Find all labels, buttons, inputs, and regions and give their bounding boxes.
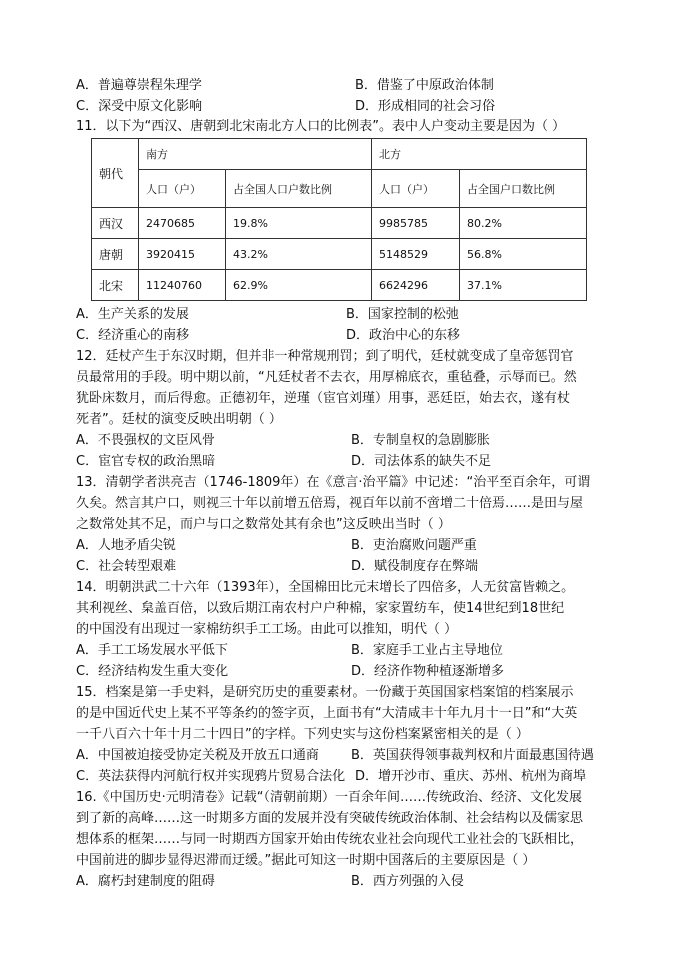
q13-option-b[interactable]: B．吏治腐败问题严重 bbox=[351, 538, 477, 553]
table-row bbox=[92, 208, 587, 239]
q15-option-d[interactable]: D．增开沙市、重庆、苏州、杭州为商埠 bbox=[355, 769, 587, 784]
south-pop-cell: 2470685 bbox=[139, 208, 226, 239]
q15-stem-line-1: 15．档案是第一手史料，是研究历史的重要素材。一份藏于英国国家档案馆的档案展示 bbox=[76, 685, 574, 700]
q13-option-c[interactable]: C．社会转型艰难 bbox=[76, 559, 177, 574]
q11-option-b[interactable]: B．国家控制的松弛 bbox=[346, 307, 459, 322]
north-ratio-cell: 37.1% bbox=[460, 270, 587, 301]
q14-option-a[interactable]: A．手工工场发展水平低下 bbox=[76, 643, 228, 658]
q13-stem-line-3: 之数常处其不足，而户与口之数常处其有余也”这反映出当时（ ） bbox=[76, 517, 451, 532]
south-header: 南方 bbox=[139, 139, 372, 170]
q15-option-b[interactable]: B．英国获得领事裁判权和片面最惠国待遇 bbox=[351, 748, 594, 763]
era-header: 朝代 bbox=[92, 139, 139, 208]
q12-stem-line-1: 12．廷杖产生于东汉时期，但并非一种常规刑罚；到了明代，廷杖就变成了皇帝惩罚官 bbox=[76, 349, 574, 364]
q15-stem-line-2: 的是中国近代史上某不平等条约的签字页，上面书有“大清咸丰十年九月十一日”和“大英 bbox=[76, 706, 578, 721]
q14-option-b[interactable]: B．家庭手工业占主导地位 bbox=[351, 643, 503, 658]
south-pop-header: 人口（户） bbox=[139, 170, 226, 208]
q16-option-b[interactable]: B．西方列强的入侵 bbox=[351, 874, 464, 889]
table-row bbox=[92, 270, 587, 301]
north-ratio-cell: 56.8% bbox=[460, 239, 587, 270]
q14-option-d[interactable]: D．经济作物种植逐渐增多 bbox=[351, 664, 505, 679]
q11-option-c[interactable]: C．经济重心的南移 bbox=[76, 328, 190, 343]
north-pop-cell: 6624296 bbox=[372, 270, 460, 301]
q16-option-a[interactable]: A．腐朽封建制度的阻碍 bbox=[76, 874, 215, 889]
q12-option-a[interactable]: A．不畏强权的文臣风骨 bbox=[76, 433, 215, 448]
north-header: 北方 bbox=[372, 139, 587, 170]
q10-option-b[interactable]: B．借鉴了中原政治体制 bbox=[355, 78, 494, 93]
south-ratio-cell: 19.8% bbox=[226, 208, 372, 239]
q14-option-c[interactable]: C．经济结构发生重大变化 bbox=[76, 664, 229, 679]
q16-stem-line-2: 到了新的高峰……这一时期多方面的发展并没有突破传统政治体制、社会结构以及儒家思 bbox=[76, 811, 584, 826]
north-ratio-cell: 80.2% bbox=[460, 208, 587, 239]
south-ratio-header: 占全国人口户数比例 bbox=[226, 170, 372, 208]
era-cell: 西汉 bbox=[92, 208, 139, 239]
table-row bbox=[92, 239, 587, 270]
q15-stem-line-3: 一千八百六十年十月二十四日”的字样。下列史实与这份档案紧密相关的是（ ） bbox=[76, 727, 529, 742]
q12-stem-line-4: 死者”。廷杖的演变反映出明朝（ ） bbox=[76, 412, 282, 427]
q11-option-a[interactable]: A．生产关系的发展 bbox=[76, 307, 189, 322]
south-pop-cell: 11240760 bbox=[139, 270, 226, 301]
q14-stem-line-3: 的中国没有出现过一家棉纺织手工工场。由此可以推知，明代（ ） bbox=[76, 622, 458, 637]
q11-stem: 11．以下为“西汉、唐朝到北宋南北方人口的比例表”。表中人户变动主要是因为（ ） bbox=[76, 119, 566, 134]
q13-option-d[interactable]: D．赋役制度存在弊端 bbox=[351, 559, 479, 574]
q11-option-d[interactable]: D．政治中心的东移 bbox=[346, 328, 461, 343]
population-ratio-table bbox=[91, 138, 587, 301]
q12-option-d[interactable]: D．司法体系的缺失不足 bbox=[351, 454, 492, 469]
q10-option-a[interactable]: A．普遍尊崇程朱理学 bbox=[76, 78, 202, 93]
q15-option-c[interactable]: C．英法获得内河航行权并实现鸦片贸易合法化 bbox=[76, 769, 346, 784]
north-pop-cell: 5148529 bbox=[372, 239, 460, 270]
q16-stem-line-4: 中国前进的脚步显得迟滞而迂缓。”据此可知这一时期中国落后的主要原因是（ ） bbox=[76, 853, 536, 868]
q15-option-a[interactable]: A．中国被迫接受协定关税及开放五口通商 bbox=[76, 748, 319, 763]
north-pop-header: 人口（户） bbox=[372, 170, 460, 208]
q13-option-a[interactable]: A．人地矛盾尖锐 bbox=[76, 538, 176, 553]
q16-stem-line-1: 16.《中国历史·元明清卷》记载“（清朝前期）一百余年间……传统政治、经济、文化发展 bbox=[76, 790, 583, 805]
north-ratio-header: 占全国户口数比例 bbox=[460, 170, 587, 208]
q14-stem-line-2: 其利视丝、枲盖百倍，以致后期江南农村户户种棉，家家置纺车，使14世纪到18世纪 bbox=[76, 601, 565, 616]
q16-stem-line-3: 想体系的框架……与同一时期西方国家开始由传统农业社会向现代工业社会的飞跃相比， bbox=[76, 832, 584, 847]
south-ratio-cell: 43.2% bbox=[226, 239, 372, 270]
table-subheader-row bbox=[92, 170, 587, 208]
q14-stem-line-1: 14．明朝洪武二十六年（1393年），全国棉田比元末增长了四倍多，人无贫富皆赖之。 bbox=[76, 580, 575, 595]
q10-option-c[interactable]: C．深受中原文化影响 bbox=[76, 99, 203, 114]
era-cell: 北宋 bbox=[92, 270, 139, 301]
south-ratio-cell: 62.9% bbox=[226, 270, 372, 301]
q12-stem-line-2: 员最常用的手段。明中期以前，“凡廷杖者不去衣，用厚棉底衣，重毡叠，示辱而已。然 bbox=[76, 370, 577, 385]
q12-option-b[interactable]: B．专制皇权的急剧膨胀 bbox=[351, 433, 490, 448]
q13-stem-line-1: 13．清朝学者洪亮吉（1746-1809年）在《意言·治平篇》中记述：“治平至百余年，可谓 bbox=[76, 475, 591, 490]
q12-stem-line-3: 犹卧床数月，而后得愈。正德初年，逆瑾（宦官刘瑾）用事，恶廷臣，始去衣，遂有杖 bbox=[76, 391, 571, 406]
north-pop-cell: 9985785 bbox=[372, 208, 460, 239]
south-pop-cell: 3920415 bbox=[139, 239, 226, 270]
q13-stem-line-2: 久矣。然言其户口，则视三十年以前增五倍焉，视百年以前不啻增二十倍焉……是田与屋 bbox=[76, 496, 584, 511]
table-header-row bbox=[92, 139, 587, 170]
q12-option-c[interactable]: C．宦官专权的政治黑暗 bbox=[76, 454, 216, 469]
q10-option-d[interactable]: D．形成相同的社会习俗 bbox=[355, 99, 496, 114]
era-cell: 唐朝 bbox=[92, 239, 139, 270]
